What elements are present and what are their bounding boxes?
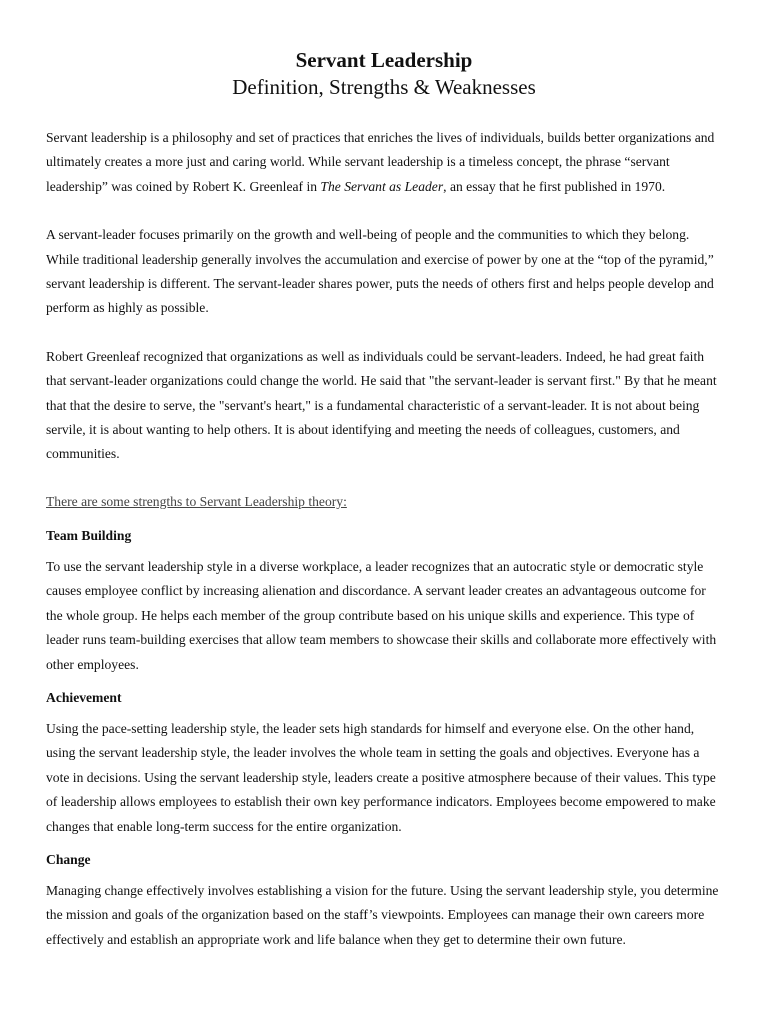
section-heading-team-building: Team Building [46,527,132,543]
essay-title: The Servant as Leader [320,178,444,194]
intro-p1-text-after: , an essay that he first published in 1970. [443,178,666,194]
document-title: Servant Leadership [295,48,473,72]
section-body-team-building: To use the servant leadership style in a diverse workplace, a leader recognizes that an autocratic style or democratic style causes employee conflict by increasing alienation and discordance. A servant leader creates an advantageous outcome for the whole group. He helps each member of the group contribute based on his unique skills and experience. This type of leader runs team-building exercises that allow team members to showcase their skills and collaborate more effectively with other employees. [46,558,717,672]
section-heading-change: Change [46,851,91,867]
intro-paragraph-3: Robert Greenleaf recognized that organizations as well as individuals could be servant-leaders. Indeed, he had great faith that servant-leader organizations could change the world. He said that "the servant-leader is servant first." By that he meant that that the desire to serve, the "servant's heart," is a fundamental characteristic of a servant-leader. It is not about being servile, it is about wanting to help others. It is about identifying and meeting the needs of colleagues, customers, and communities. [46,348,717,462]
section-body-achievement: Using the pace-setting leadership style, the leader sets high standards for himself and everyone else. On the other hand, using the servant leadership style, the leader involves the whole team in setting the goals and objectives. Everyone has a vote in decisions. Using the servant leadership style, leaders create a positive atmosphere because of their values. This type of leadership allows employees to establish their own key performance indicators. Employees become empowered to make changes that enable long-term success for the entire organization. [46,720,716,834]
strengths-heading: There are some strengths to Servant Leadership theory: [46,493,347,509]
intro-p1-text-before: Servant leadership is a philosophy and set of practices that enriches the lives of individuals, builds better organizations and ultimately creates a more just and caring world. While servant leadership is a timeless concept, the phrase “servant leadership” was coined by Robert K. Greenleaf in [46,130,715,194]
document-subtitle: Definition, Strengths & Weaknesses [232,75,536,99]
section-body-change: Managing change effectively involves establishing a vision for the future. Using the servant leadership style, you determine the mission and goals of the organization based on the staff’s viewpoints. Employees can manage their own careers more effectively and establish an appropriate work and life balance when they get to determine their own future. [46,882,719,947]
section-heading-achievement: Achievement [46,689,122,705]
intro-paragraph-1 [46,126,722,199]
intro-paragraph-2: A servant-leader focuses primarily on the growth and well-being of people and the communities to which they belong. While traditional leadership generally involves the accumulation and exercise of power by one at the “top of the pyramid,” servant leadership is different. The servant-leader shares power, puts the needs of others first and helps people develop and perform as highly as possible. [46,227,714,316]
